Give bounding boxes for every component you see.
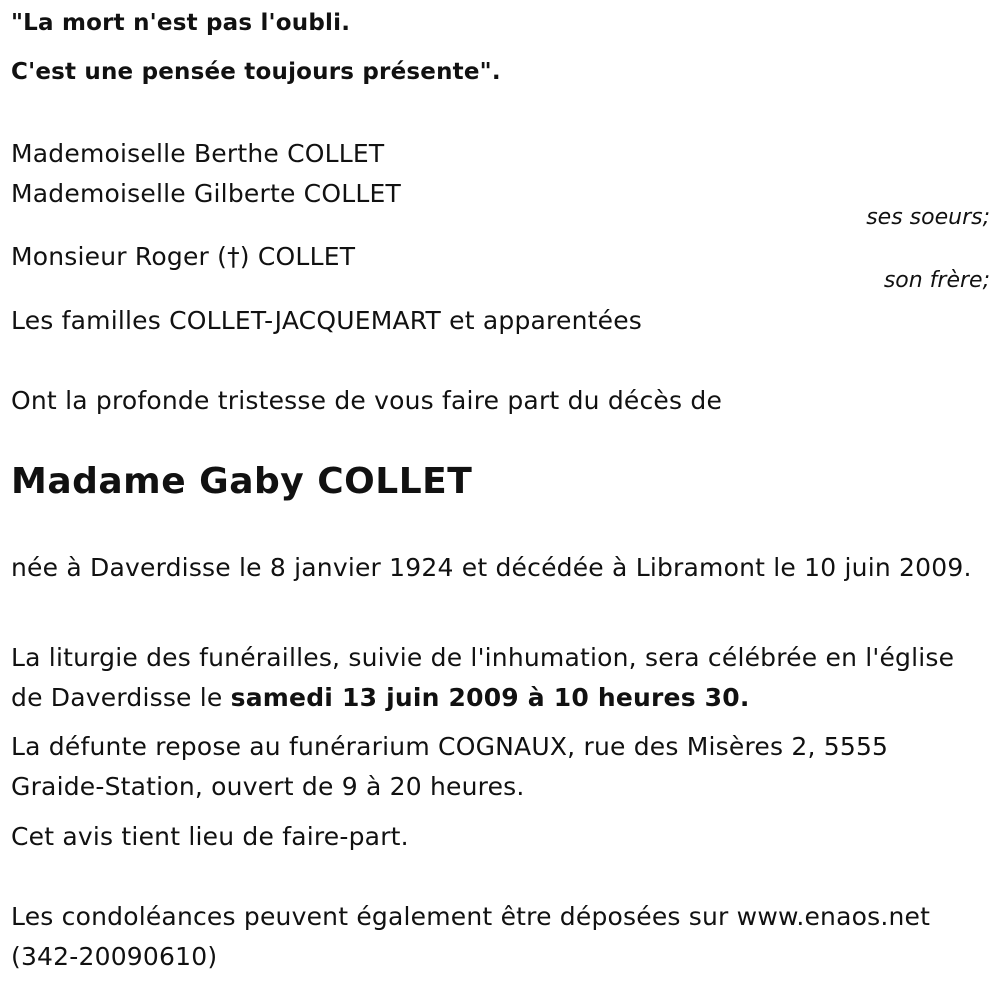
sister-2-name: Mademoiselle Gilberte COLLET (11, 179, 401, 208)
brother-name: Monsieur Roger (†) COLLET (11, 242, 356, 271)
brother-role: son frère; (883, 268, 990, 293)
quote-line-1: "La mort n'est pas l'oubli. (11, 10, 351, 36)
deceased-name: Madame Gaby COLLET (11, 461, 473, 502)
families-line: Les familles COLLET-JACQUEMART et apparentées (11, 306, 642, 335)
birth-death-paragraph: née à Daverdisse le 8 janvier 1924 et décédée à Libramont le 10 juin 2009. (11, 553, 972, 582)
notice-paragraph: Cet avis tient lieu de faire-part. (11, 822, 409, 851)
sisters-role: ses soeurs; (866, 205, 990, 230)
liturgy-datetime: samedi 13 juin 2009 à 10 heures 30. (230, 683, 750, 712)
quote-line-2: C'est une pensée toujours présente". (11, 59, 501, 85)
announcement-line: Ont la profonde tristesse de vous faire part du décès de (11, 386, 723, 415)
sister-1-name: Mademoiselle Berthe COLLET (11, 139, 385, 168)
liturgy-paragraph (11, 638, 986, 718)
funeral-home-paragraph: La défunte repose au funérarium COGNAUX, rue des Misères 2, 5555 Graide-Station, ouvert de 9 à 20 heures. (11, 732, 889, 801)
condolences-paragraph: Les condoléances peuvent également être déposées sur www.enaos.net (342-20090610) (11, 902, 931, 971)
liturgy-text: La liturgie des funérailles, suivie de l'inhumation, sera célébrée en l'église de Daverdisse le (11, 643, 955, 712)
